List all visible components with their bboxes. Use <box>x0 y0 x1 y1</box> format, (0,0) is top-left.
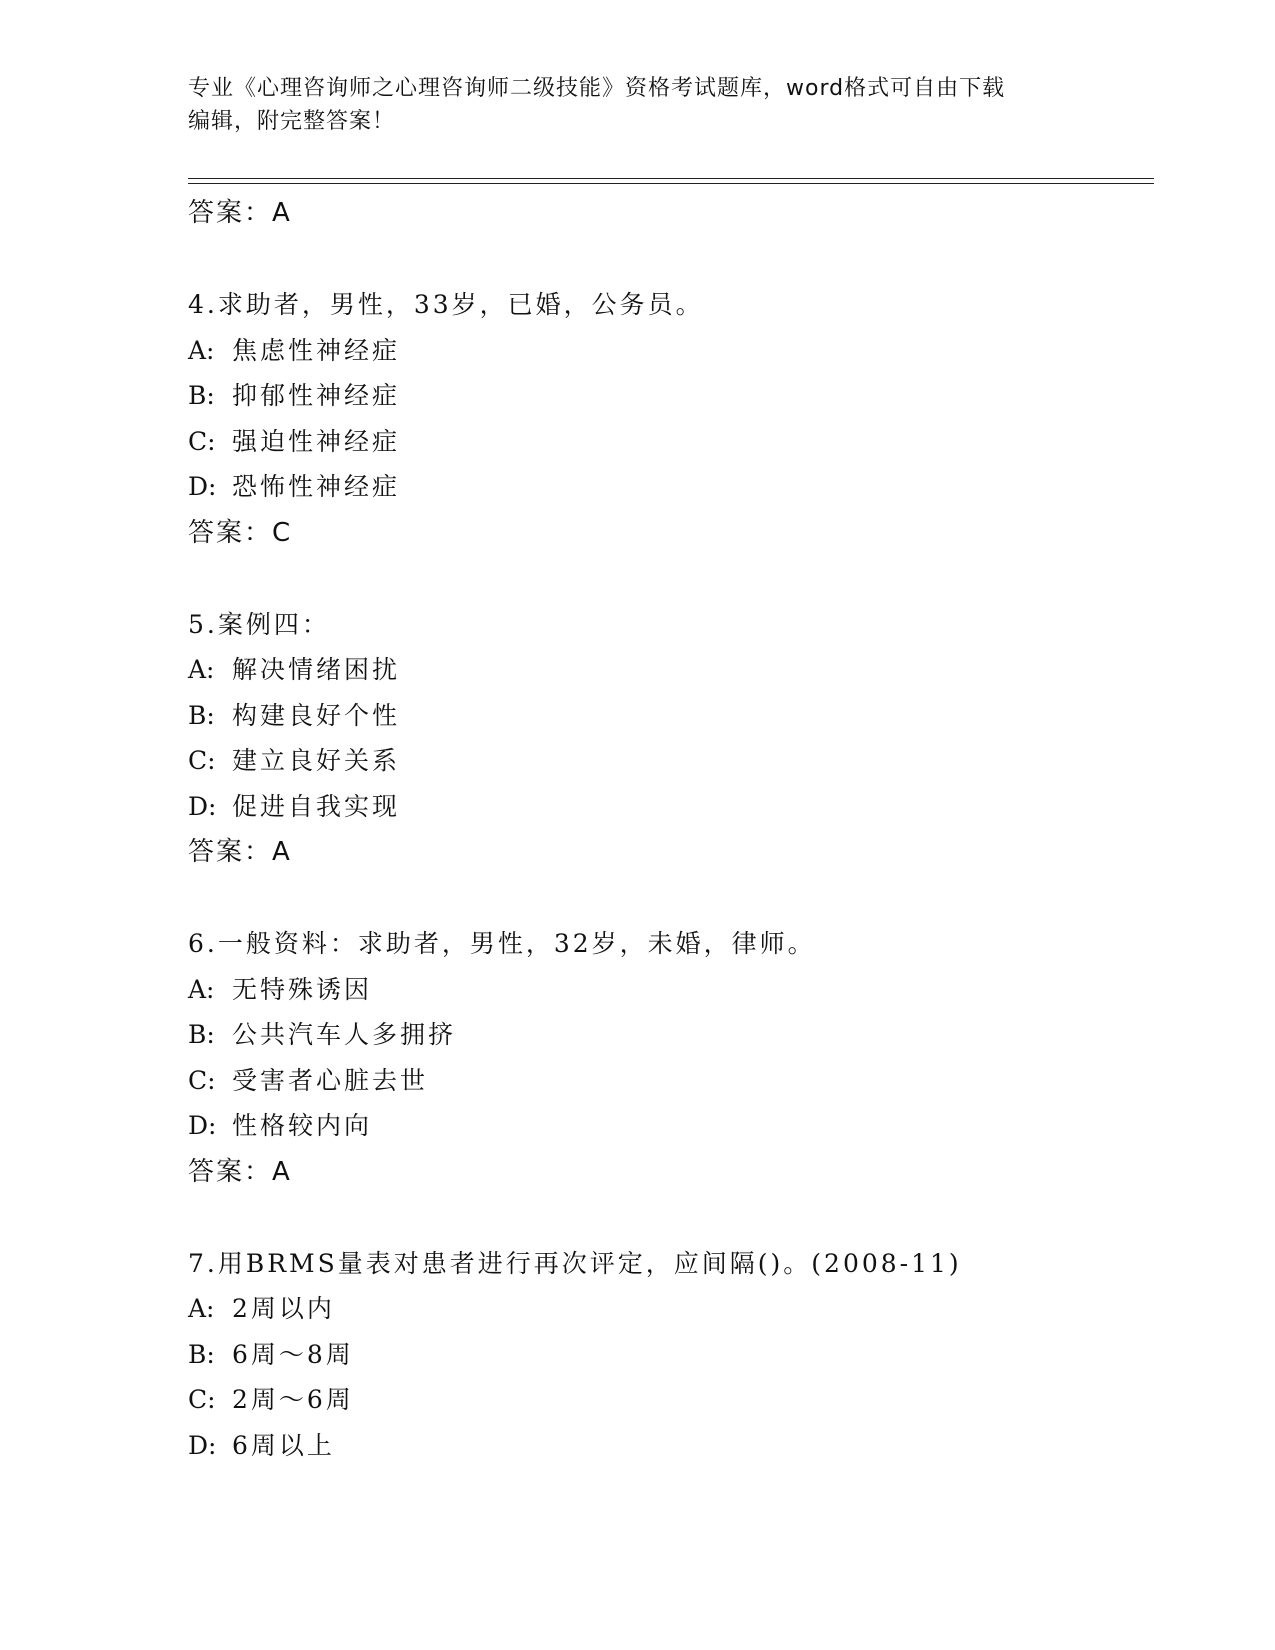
question-text: 6.一般资料：求助者，男性，32岁，未婚，律师。 <box>188 929 816 958</box>
option-a: A: 解决情绪困扰 <box>188 655 401 684</box>
answer-line: 答案：C <box>188 517 293 548</box>
option-c: C: 受害者心脏去世 <box>188 1065 429 1095</box>
answer-line: 答案：A <box>188 198 292 228</box>
option-d: D: 促进自我实现 <box>188 791 401 821</box>
option-c: C: 建立良好关系 <box>188 746 401 775</box>
question-list <box>188 190 1148 1468</box>
page-header <box>188 72 1088 138</box>
option-b: B: 6周～8周 <box>188 1339 354 1369</box>
answer-line: 答案：A <box>188 1156 292 1187</box>
option-a: A: 无特殊诱因 <box>188 974 373 1004</box>
question-block <box>188 282 1148 556</box>
question-block <box>188 602 1148 876</box>
option-a: A: 2周以内 <box>188 1294 335 1323</box>
option-d: D: 性格较内向 <box>188 1111 373 1140</box>
option-b: B: 构建良好个性 <box>188 700 401 730</box>
question-text: 4.求助者，男性，33岁，已婚，公务员。 <box>188 290 704 319</box>
option-b: B: 公共汽车人多拥挤 <box>188 1020 457 1049</box>
header-line-2: 编辑，附完整答案！ <box>188 109 396 134</box>
option-c: C: 强迫性神经症 <box>188 426 401 456</box>
option-d: D: 6周以上 <box>188 1430 335 1460</box>
question-block <box>188 921 1148 1195</box>
question-text: 5.案例四： <box>188 609 330 639</box>
option-a: A: 焦虑性神经症 <box>188 335 401 365</box>
header-rule-bottom <box>188 183 1154 184</box>
header-rule-top <box>188 178 1154 179</box>
question-block <box>188 1241 1148 1469</box>
answer-line: 答案：A <box>188 837 292 867</box>
option-d: D: 恐怖性神经症 <box>188 472 401 501</box>
question-text: 7.用BRMS量表对患者进行再次评定，应间隔()。(2008-11) <box>188 1248 962 1278</box>
option-b: B: 抑郁性神经症 <box>188 381 401 410</box>
header-line-1: 专业《心理咨询师之心理咨询师二级技能》资格考试题库，word格式可自由下载 <box>188 76 1006 101</box>
option-c: C: 2周～6周 <box>188 1385 354 1414</box>
